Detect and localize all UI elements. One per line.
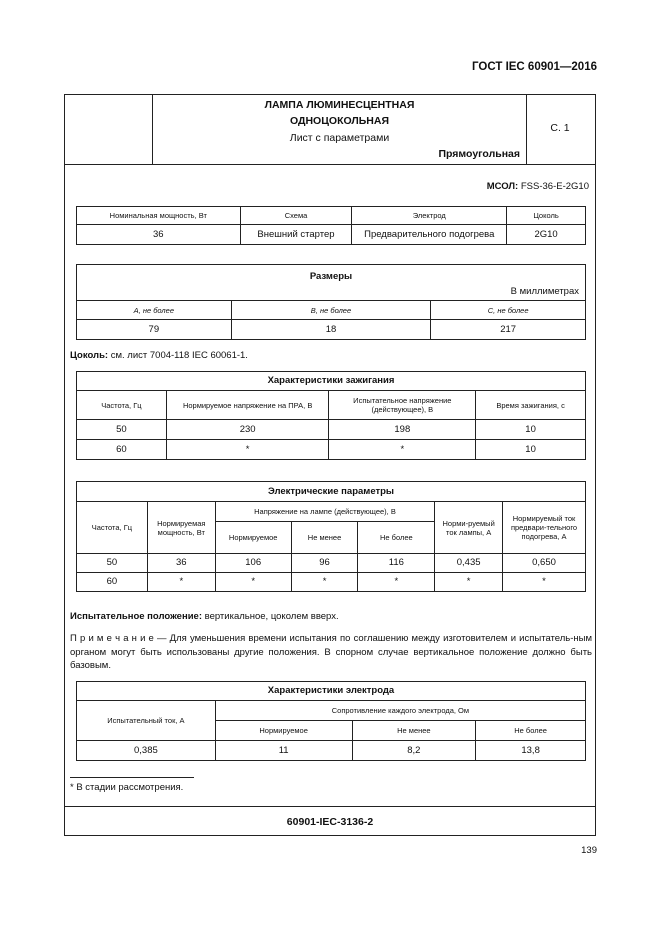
header-res-nominal: Нормируемое bbox=[215, 721, 352, 741]
shape-label: Прямоугольная bbox=[438, 148, 520, 160]
ign-r1-time: 10 bbox=[476, 420, 586, 440]
base-note bbox=[70, 350, 248, 361]
title-line-1: ЛАМПА ЛЮМИНЕСЦЕНТНАЯ bbox=[264, 99, 415, 111]
header-ign-test-voltage: Испытательное напряжение (действующее), В bbox=[329, 391, 476, 420]
el-r2-c6: * bbox=[435, 573, 503, 592]
header-el-power: Нормируемая мощность, Вт bbox=[147, 502, 215, 554]
sheet-number: С. 1 bbox=[550, 122, 570, 134]
el-r1-c7: 0,650 bbox=[503, 554, 586, 573]
test-position-label: Испытательное положение: bbox=[70, 611, 202, 622]
header-el-freq: Частота, Гц bbox=[77, 502, 148, 554]
header-el-current: Норми-руемый ток лампы, А bbox=[435, 502, 503, 554]
ign-r1-test: 198 bbox=[329, 420, 476, 440]
title-line-2: ОДНОЦОКОЛЬНАЯ bbox=[289, 115, 390, 127]
ign-r1-freq: 50 bbox=[77, 420, 167, 440]
ign-r1-ballast: 230 bbox=[166, 420, 329, 440]
el-r2-c2: * bbox=[147, 573, 215, 592]
ignition-table bbox=[76, 371, 586, 460]
footer-code: 60901-IEC-3136-2 bbox=[64, 806, 596, 836]
ign-r2-time: 10 bbox=[476, 440, 586, 460]
page-number: 139 bbox=[581, 845, 597, 856]
cell-power: 36 bbox=[77, 225, 241, 245]
ignition-title: Характеристики зажигания bbox=[77, 372, 586, 391]
el-r1-c3: 106 bbox=[215, 554, 291, 573]
header-scheme: Схема bbox=[240, 207, 352, 225]
header-resistance: Сопротивление каждого электрода, Ом bbox=[215, 701, 585, 721]
cell-dim-a: 79 bbox=[77, 320, 232, 340]
cell-base: 2G10 bbox=[507, 225, 586, 245]
note-paragraph bbox=[70, 632, 592, 673]
header-el-v-nominal: Нормируемое bbox=[215, 522, 291, 554]
mcol-value: FSS-36-E-2G10 bbox=[520, 181, 589, 192]
electrical-title: Электрические параметры bbox=[77, 482, 586, 502]
main-params-table bbox=[76, 206, 586, 245]
el-r1-c6: 0,435 bbox=[435, 554, 503, 573]
electrode-table bbox=[76, 681, 586, 761]
electrode-res-max: 13,8 bbox=[476, 741, 586, 761]
header-el-v-max: Не более bbox=[358, 522, 435, 554]
header-el-v-min: Не менее bbox=[291, 522, 358, 554]
note-text: — Для уменьшения времени испытания по соглашению между изготовителем и испытатель-ным органом могут быть использованы другие положения. В спорном случае вертикальное положение должно быть базовым. bbox=[70, 633, 592, 671]
header-ign-ballast-voltage: Нормируемое напряжение на ПРА, В bbox=[166, 391, 329, 420]
el-r2-c5: * bbox=[358, 573, 435, 592]
footnote: * В стадии рассмотрения. bbox=[70, 782, 184, 793]
sheet-header bbox=[64, 94, 596, 165]
header-power: Номинальная мощность, Вт bbox=[77, 207, 241, 225]
dimensions-unit: В миллиметрах bbox=[510, 285, 579, 297]
el-r1-c1: 50 bbox=[77, 554, 148, 573]
el-r2-c7: * bbox=[503, 573, 586, 592]
electrode-res-nominal: 11 bbox=[215, 741, 352, 761]
base-note-label: Цоколь: bbox=[70, 350, 109, 361]
electrode-res-min: 8,2 bbox=[352, 741, 476, 761]
cell-dim-b: 18 bbox=[231, 320, 431, 340]
subtitle: Лист с параметрами bbox=[289, 132, 390, 144]
header-dim-a: A, не более bbox=[77, 301, 232, 320]
header-el-voltage-group: Напряжение на лампе (действующее), В bbox=[215, 502, 434, 522]
dimensions-title-cell bbox=[77, 265, 586, 301]
test-position-text: вертикальное, цоколем вверх. bbox=[204, 611, 339, 622]
footnote-separator bbox=[70, 777, 194, 778]
electrode-title: Характеристики электрода bbox=[77, 682, 586, 701]
header-res-max: Не более bbox=[476, 721, 586, 741]
cell-dim-c: 217 bbox=[431, 320, 586, 340]
electrical-table bbox=[76, 481, 586, 592]
header-dim-b: B, не более bbox=[231, 301, 431, 320]
base-note-text: см. лист 7004-118 IEC 60061-1. bbox=[110, 350, 248, 361]
ign-r2-test: * bbox=[329, 440, 476, 460]
dimensions-table bbox=[76, 264, 586, 340]
mcol-label: МСОЛ: bbox=[486, 181, 519, 192]
el-r1-c5: 116 bbox=[358, 554, 435, 573]
el-r2-c3: * bbox=[215, 573, 291, 592]
el-r2-c4: * bbox=[291, 573, 358, 592]
header-el-preheat: Нормируемый ток предвари-тельного подогрева, А bbox=[503, 502, 586, 554]
cell-electrode: Предварительного подогрева bbox=[352, 225, 507, 245]
header-ign-freq: Частота, Гц bbox=[77, 391, 167, 420]
mcol-line bbox=[487, 181, 589, 192]
header-electrode: Электрод bbox=[352, 207, 507, 225]
el-r2-c1: 60 bbox=[77, 573, 148, 592]
dimensions-title: Размеры bbox=[309, 271, 353, 282]
test-position bbox=[70, 611, 339, 622]
electrode-current: 0,385 bbox=[77, 741, 216, 761]
header-test-current: Испытательный ток, А bbox=[77, 701, 216, 741]
header-base: Цоколь bbox=[507, 207, 586, 225]
header-dim-c: C, не более bbox=[431, 301, 586, 320]
standard-code: ГОСТ IEC 60901—2016 bbox=[472, 61, 597, 73]
ign-r2-ballast: * bbox=[166, 440, 329, 460]
cell-scheme: Внешний стартер bbox=[240, 225, 352, 245]
header-title-cell bbox=[152, 94, 527, 164]
note-label: П р и м е ч а н и е bbox=[70, 633, 154, 644]
header-res-min: Не менее bbox=[352, 721, 476, 741]
header-ign-time: Время зажигания, с bbox=[476, 391, 586, 420]
ign-r2-freq: 60 bbox=[77, 440, 167, 460]
el-r1-c2: 36 bbox=[147, 554, 215, 573]
el-r1-c4: 96 bbox=[291, 554, 358, 573]
